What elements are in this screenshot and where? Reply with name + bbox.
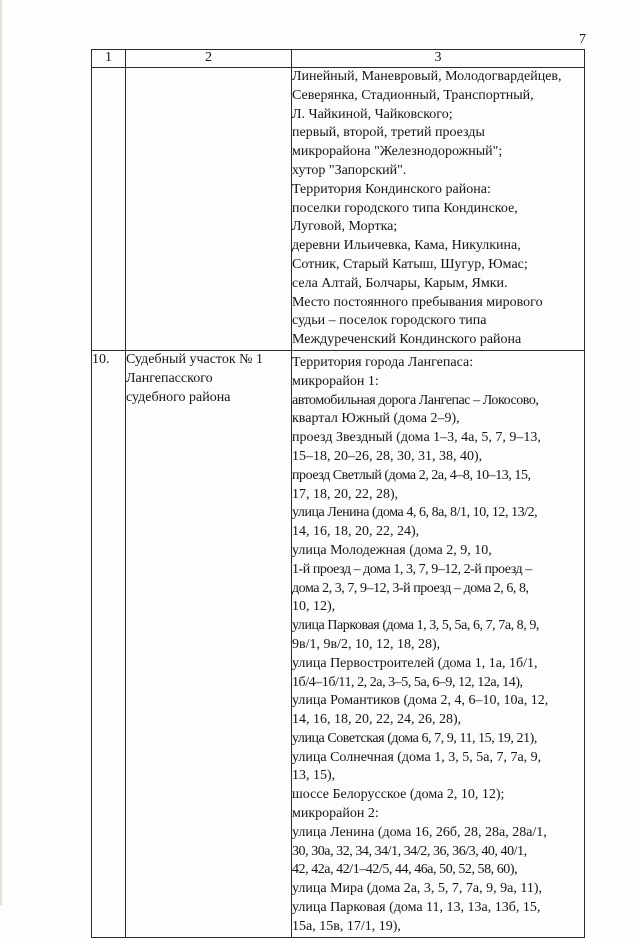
territory-line: хутор "Запорский".	[292, 162, 407, 178]
territory-line: 15–18, 20–26, 28, 30, 31, 38, 40),	[292, 448, 483, 464]
territory-line: Сотник, Старый Катыш, Шугур, Юмас;	[292, 256, 528, 272]
territory-line: квартал Южный (дома 2–9),	[292, 411, 460, 427]
header-col-3: 3	[292, 50, 585, 68]
table-row	[92, 68, 585, 351]
territory-line: улица Ленина (дома 4, 6, 8а, 8/1, 10, 12, 13/2,	[292, 505, 538, 521]
jurisdiction-table	[91, 49, 585, 938]
territory-line: улица Мира (дома 2а, 3, 5, 7, 7а, 9, 9а, 11),	[292, 881, 543, 897]
territory-line: 1-й проезд – дома 1, 3, 7, 9–12, 2-й проезд –	[292, 561, 532, 577]
territory-line: 10, 12),	[292, 599, 336, 615]
territory-line: судьи – поселок городского типа	[292, 313, 487, 329]
territory-cell	[292, 68, 585, 351]
territory-line: Линейный, Маневровый, Молодогвардейцев,	[292, 69, 562, 84]
court-cell	[126, 68, 292, 351]
table-header-row	[92, 50, 585, 68]
court-name-line: Судебный участок № 1	[126, 351, 264, 367]
territory-line: 17, 18, 20, 22, 28),	[292, 486, 399, 502]
territory-line: 14, 16, 18, 20, 22, 24, 26, 28),	[292, 712, 462, 728]
territory-line: 14, 16, 18, 20, 22, 24),	[292, 524, 420, 540]
territory-line: 15а, 15в, 17/1, 19),	[292, 918, 401, 934]
territory-line: Территория Кондинского района:	[292, 181, 491, 197]
row-number-cell: 10.	[92, 350, 126, 937]
territory-line: улица Романтиков (дома 2, 4, 6–10, 10а, 12,	[292, 693, 549, 709]
territory-line: деревни Ильичевка, Кама, Никулкина,	[292, 238, 521, 254]
header-col-1: 1	[92, 50, 126, 68]
page-number: 7	[579, 32, 586, 47]
territory-line: первый, второй, третий проезды	[292, 125, 485, 141]
territory-line: улица Ленина (дома 16, 26б, 28, 28а, 28а/1,	[292, 824, 547, 840]
territory-line: Место постоянного пребывания мирового	[292, 294, 543, 310]
territory-line: 13, 15),	[292, 768, 336, 784]
territory-line: микрорайон 2:	[292, 806, 379, 822]
table-row	[92, 350, 585, 937]
scan-edge	[0, 0, 3, 905]
territory-line: улица Советская (дома 6, 7, 9, 11, 15, 19, 21),	[292, 730, 537, 746]
territory-line: проезд Звездный (дома 1–3, 4а, 5, 7, 9–13,	[292, 430, 541, 446]
territory-line: 42, 42а, 42/1–42/5, 44, 46а, 50, 52, 58, 60),	[292, 862, 518, 878]
territory-line: улица Молодежная (дома 2, 9, 10,	[292, 542, 492, 558]
territory-line: улица Парковая (дома 1, 3, 5, 5а, 6, 7, 7а, 8, 9,	[292, 618, 539, 634]
territory-line: проезд Светлый (дома 2, 2а, 4–8, 10–13, 15,	[292, 467, 531, 483]
territory-line: Северянка, Стадионный, Транспортный,	[292, 87, 534, 103]
court-cell	[126, 350, 292, 937]
territory-line: улица Первостроителей (дома 1, 1а, 1б/1,	[292, 655, 538, 671]
territory-line: села Алтай, Болчары, Карым, Ямки.	[292, 275, 508, 291]
territory-line: дома 2, 3, 7, 9–12, 3-й проезд – дома 2, 6, 8,	[292, 580, 529, 596]
header-col-2: 2	[126, 50, 292, 68]
territory-cell	[292, 350, 585, 937]
territory-line: шоссе Белорусское (дома 2, 10, 12);	[292, 787, 505, 803]
row-number-cell	[92, 68, 126, 351]
territory-line: Территория города Лангепаса:	[292, 354, 474, 370]
territory-line: 1б/4–1б/11, 2, 2а, 3–5, 5а, 6–9, 12, 12а, 14),	[292, 674, 523, 690]
territory-line: улица Солнечная (дома 1, 3, 5, 5а, 7, 7а, 9,	[292, 749, 542, 765]
court-name-line: Лангепасского	[126, 370, 213, 386]
territory-line: микрорайона "Железнодорожный";	[292, 144, 503, 160]
territory-line: Междуреченский Кондинского района	[292, 332, 522, 348]
territory-line: поселки городского типа Кондинское,	[292, 200, 518, 216]
territory-line: автомобильная дорога Лангепас – Локосово,	[292, 392, 539, 408]
territory-line: Л. Чайкиной, Чайковского;	[292, 106, 453, 122]
territory-line: микрорайон 1:	[292, 373, 379, 389]
territory-line: 30, 30а, 32, 34, 34/1, 34/2, 36, 36/3, 40, 40/1,	[292, 843, 527, 859]
court-name-line: судебного района	[126, 389, 231, 405]
territory-line: Луговой, Мортка;	[292, 219, 398, 235]
territory-line: 9в/1, 9в/2, 10, 12, 18, 28),	[292, 636, 441, 652]
territory-line: улица Парковая (дома 11, 13, 13а, 13б, 15,	[292, 900, 541, 916]
